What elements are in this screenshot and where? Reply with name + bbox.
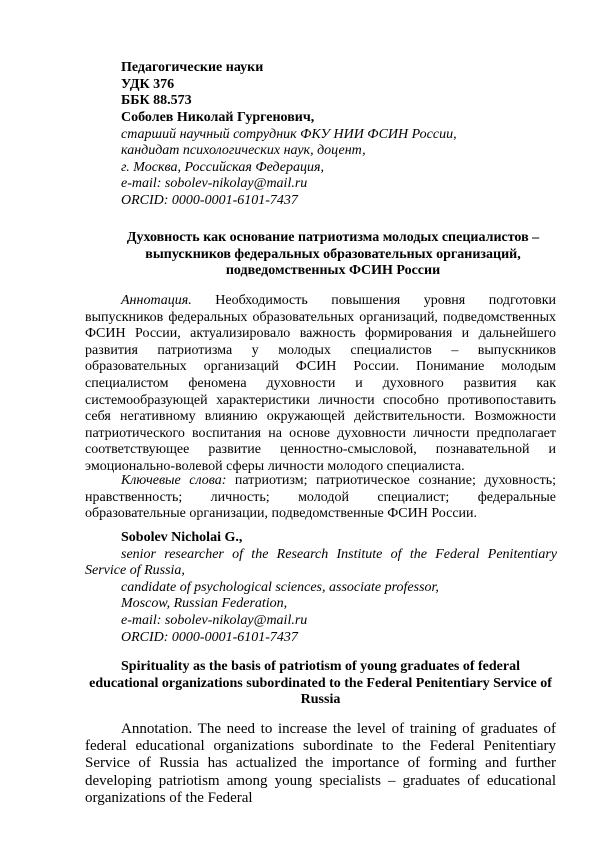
author-block-ru xyxy=(121,110,551,210)
author-city-en: Moscow, Russian Federation, xyxy=(121,596,288,612)
author-degree-en: candidate of psychological sciences, associate professor, xyxy=(121,579,439,595)
classification-header xyxy=(121,60,263,110)
author-orcid-ru: ORCID: 0000-0001-6101-7437 xyxy=(121,192,298,208)
author-degree-ru: кандидат психологических наук, доцент, xyxy=(121,143,366,159)
article-title-ru: Духовность как основание патриотизма молодых специалистов – выпускников федеральных образовательных организаций, подведомственных ФСИН России xyxy=(126,230,540,279)
author-position-en: senior researcher of the Research Institute of the Federal Penitentiary Service of Russia, xyxy=(85,546,557,579)
keywords-ru xyxy=(85,473,556,523)
author-orcid-en: ORCID: 0000-0001-6101-7437 xyxy=(121,629,298,645)
author-name-en: Sobolev Nicholai G., xyxy=(121,530,243,545)
author-block-en xyxy=(85,530,557,646)
science-category: Педагогические науки xyxy=(121,60,264,75)
article-title-en: Spirituality as the basis of patriotism of young graduates of federal educational organizations subordinated to the Federal Penitentiary Service of Russia xyxy=(89,659,552,708)
udk-code: УДК 376 xyxy=(121,76,175,92)
author-position-ru: старший научный сотрудник ФКУ НИИ ФСИН России, xyxy=(121,126,457,142)
author-city-ru: г. Москва, Российская Федерация, xyxy=(121,159,324,175)
keywords-text-ru: патриотизм; патриотическое сознание; духовность; нравственность; личность; молодой специалист; федеральные образовательные организации, подведомственные ФСИН России. xyxy=(85,473,556,522)
author-name-ru: Соболев Николай Гургенович, xyxy=(121,110,315,125)
annotation-en: Annotation. The need to increase the level of training of graduates of federal educational organizations subordinate to the Federal Penitentiary Service of Russia has actualized the importance of forming and further developing patriotism among young specialists – graduates of educational organizations of the Federal xyxy=(85,721,556,806)
annotation-text-ru: Необходимость повышения уровня подготовки выпускников федеральных образовательных организаций, подведомственных ФСИН России, актуализировало важность формирования и дальнейшего развития патриотизма у молодых специалистов – выпускников образовательных организаций ФСИН России. Понимание молодым специалистом феномена духовности и духовного развития как системообразующей характеристики личности способно противопоставить себя негативному влиянию окружающей действительности. Возможности патриотического воспитания на основе духовности личности предполагает соответствующее развитие ценностно-смысловой, познавательной и эмоционально-волевой сферы личности молодого специалиста. xyxy=(85,293,556,474)
author-email-ru: e-mail: sobolev-nikolay@mail.ru xyxy=(121,176,308,192)
bbk-code: ББК 88.573 xyxy=(121,93,192,109)
author-email-en: e-mail: sobolev-nikolay@mail.ru xyxy=(121,612,308,628)
keywords-label-ru: Ключевые слова: xyxy=(121,473,227,488)
annotation-ru xyxy=(85,293,556,476)
annotation-label-ru: Аннотация. xyxy=(121,293,192,308)
